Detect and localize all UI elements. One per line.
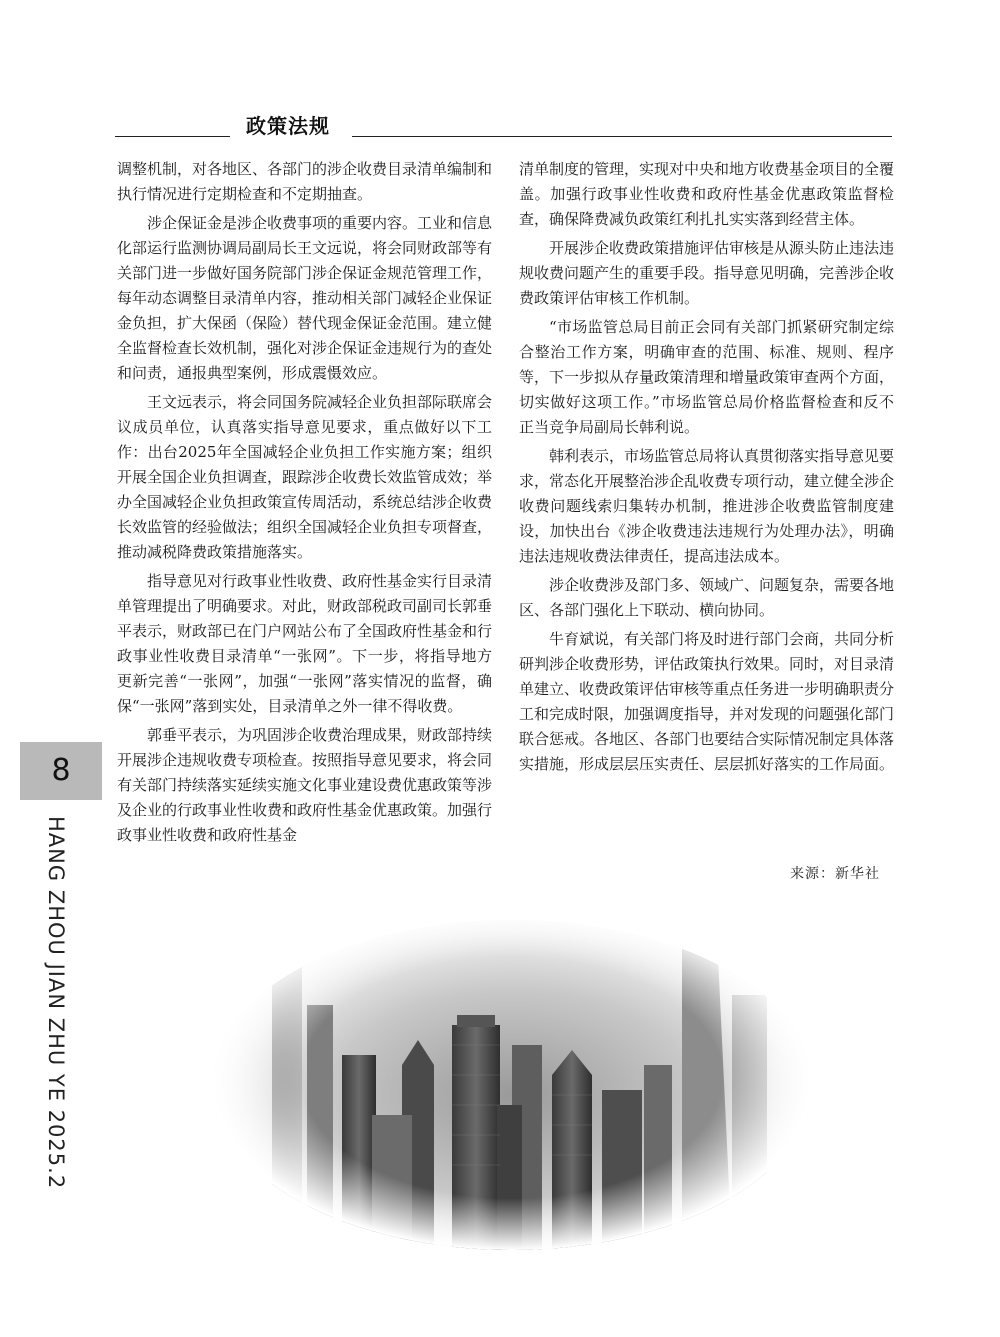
article-column-left — [117, 157, 492, 852]
paragraph: 牛育斌说，有关部门将及时进行部门会商，共同分析研判涉企收费形势，评估政策执行效果。同时，对目录清单建立、收费政策评估审核等重点任务进一步明确职责分工和完成时限，加强调度指导，并对发现的问题强化部门联合惩戒。各地区、各部门也要结合实际情况制定具体落实措施，形成层层压实责任、层层抓好落实的工作局面。 — [519, 630, 895, 773]
section-title: 政策法规 — [246, 114, 330, 138]
paragraph: 涉企收费涉及部门多、领域广、问题复杂，需要各地区、各部门强化上下联动、横向协同。 — [519, 576, 895, 619]
paragraph: 涉企保证金是涉企收费事项的重要内容。工业和信息化部运行监测协调局副局长王文远说，将会同财政部等有关部门进一步做好国务院部门涉企保证金规范管理工作，每年动态调整目录清单内容，推动相关部门减轻企业保证金负担，扩大保函（保险）替代现金保证金范围。建立健全监督检查长效机制，强化对涉企保证金违规行为的查处和问责，通报典型案例，形成震慑效应。 — [117, 214, 493, 382]
paragraph: 清单制度的管理，实现对中央和地方收费基金项目的全覆盖。加强行政事业性收费和政府性基金优惠政策监督检查，确保降费减负政策红利扎扎实实落到经营主体。 — [519, 160, 895, 228]
paragraph: 王文远表示，将会同国务院减轻企业负担部际联席会议成员单位，认真落实指导意见要求，重点做好以下工作：出台2025年全国减轻企业负担工作实施方案；组织开展全国企业负担调查，跟踪涉企收费长效监管成效；举办全国减轻企业负担政策宣传周活动，系统总结涉企收费长效监管的经验做法；组织全国减轻企业负担专项督查，推动减税降费政策措施落实。 — [117, 393, 493, 561]
paragraph: 指导意见对行政事业性收费、政府性基金实行目录清单管理提出了明确要求。对此，财政部税政司副司长郭垂平表示，财政部已在门户网站公布了全国政府性基金和行政事业性收费目录清单“一张网”。下一步，将指导地方更新完善“一张网”，加强“一张网”落实情况的监督，确保“一张网”落到实处，目录清单之外一律不得收费。 — [117, 572, 493, 715]
header-rule-left — [115, 136, 230, 137]
paragraph: 调整机制，对各地区、各部门的涉企收费目录清单编制和执行情况进行定期检查和不定期抽查。 — [117, 160, 493, 203]
skyline-image — [212, 905, 812, 1250]
page-number: 8 — [51, 753, 71, 788]
page-number-tab — [20, 742, 102, 800]
paragraph: 郭垂平表示，为巩固涉企收费治理成果，财政部持续开展涉企违规收费专项检查。按照指导意见要求，将会同有关部门持续落实延续实施文化事业建设费优惠政策等涉及企业的行政事业性收费和政府性基金优惠政策。加强行政事业性收费和政府性基金 — [117, 726, 493, 844]
paragraph: 开展涉企收费政策措施评估审核是从源头防止违法违规收费问题产生的重要手段。指导意见明确，完善涉企收费政策评估审核工作机制。 — [519, 239, 895, 307]
source-credit: 来源：新华社 — [790, 866, 880, 882]
article-column-right — [519, 157, 894, 781]
magazine-name-vertical: HANG ZHOU JIAN ZHU YE 2025.2 — [44, 816, 68, 1190]
paragraph: 韩利表示，市场监管总局将认真贯彻落实指导意见要求，常态化开展整治涉企乱收费专项行动，建立健全涉企收费问题线索归集转办机制，推进涉企收费监管制度建设，加快出台《涉企收费违法违规行为处理办法》，明确违法违规收费法律责任，提高违法成本。 — [519, 447, 895, 565]
header-rule-right — [352, 136, 892, 137]
paragraph: “市场监管总局目前正会同有关部门抓紧研究制定综合整治工作方案，明确审查的范围、标准、规则、程序等，下一步拟从存量政策清理和增量政策审查两个方面，切实做好这项工作。”市场监管总局价格监督检查和反不正当竞争局副局长韩利说。 — [519, 318, 895, 436]
